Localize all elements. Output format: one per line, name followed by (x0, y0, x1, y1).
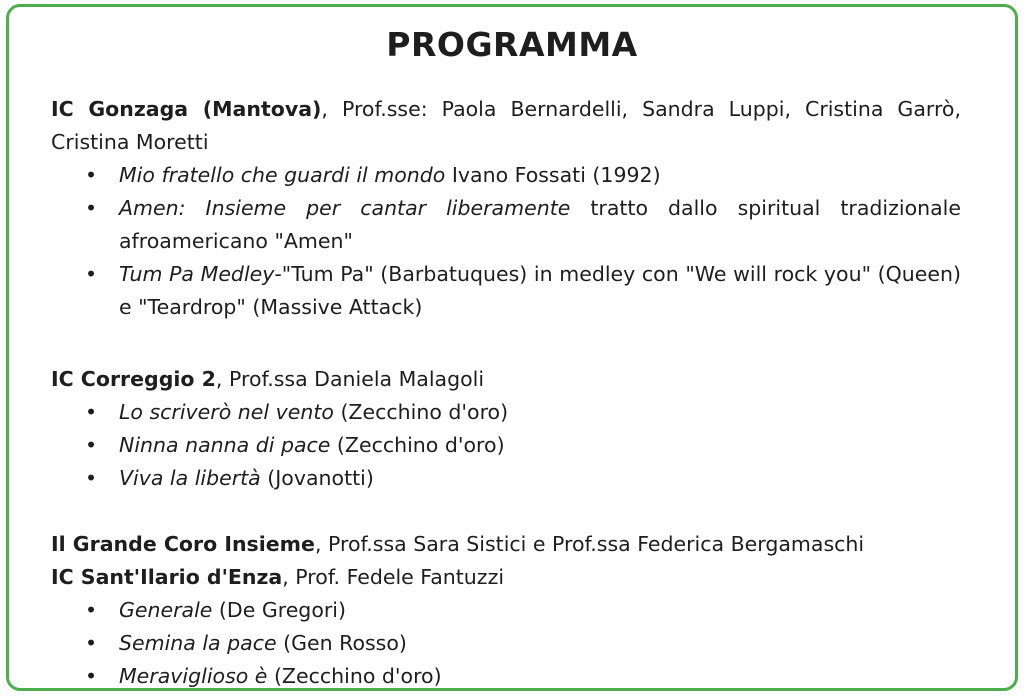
song-title: Viva la libertà (119, 466, 261, 490)
list-item (51, 627, 961, 660)
list-item (51, 660, 961, 691)
teachers: Prof.ssa Sara Sistici e Prof.ssa Federica Bergamaschi (328, 532, 865, 556)
list-item (51, 192, 961, 258)
separator: , (321, 97, 342, 121)
section-header (51, 363, 961, 396)
song-list (51, 594, 961, 691)
bullet-icon: • (85, 400, 98, 424)
song-details: (Zecchino d'oro) (330, 433, 505, 457)
song-details: (De Gregori) (212, 598, 346, 622)
song-details: (Jovanotti) (260, 466, 374, 490)
song-title: Tum Pa Medley (119, 262, 275, 286)
song-details: (Gen Rosso) (276, 631, 407, 655)
section-grande-coro (51, 528, 961, 561)
list-item (51, 258, 961, 324)
bullet-icon: • (85, 262, 98, 286)
section-ic-correggio (51, 363, 961, 495)
programma-card (6, 4, 1018, 691)
song-title: Generale (119, 598, 213, 622)
song-title: Lo scriverò nel vento (119, 400, 334, 424)
list-item (51, 462, 961, 495)
list-item (51, 396, 961, 429)
school-name: IC Correggio 2 (51, 367, 216, 391)
document-body (9, 7, 1015, 688)
song-title: Meraviglioso è (119, 664, 268, 688)
bullet-icon: • (85, 466, 98, 490)
song-details: (Zecchino d'oro) (333, 400, 509, 424)
bullet-icon: • (85, 196, 98, 220)
song-title: Semina la pace (119, 631, 277, 655)
bullet-icon: • (85, 664, 98, 688)
bullet-icon: • (85, 598, 98, 622)
list-item (51, 159, 961, 192)
song-title: Amen: Insieme per cantar liberamente (119, 196, 571, 220)
separator: , (215, 367, 229, 391)
song-details: (Zecchino d'oro) (267, 664, 442, 688)
song-list (51, 159, 961, 324)
bullet-icon: • (85, 163, 98, 187)
section-header (51, 93, 961, 159)
teachers: Prof. Fedele Fantuzzi (295, 565, 505, 589)
page-title: PROGRAMMA (386, 25, 638, 64)
school-name: IC Gonzaga (Mantova) (51, 97, 322, 121)
separator: , (282, 565, 296, 589)
list-item (51, 429, 961, 462)
separator: , (314, 532, 328, 556)
song-details: tratto dallo spiritual tradizionale afroamericano "Amen" (119, 196, 961, 253)
section-ic-gonzaga (51, 93, 961, 324)
teachers: Prof.ssa Daniela Malagoli (228, 367, 485, 391)
school-name: IC Sant'Ilario d'Enza (51, 565, 283, 589)
bullet-icon: • (85, 433, 98, 457)
song-title: Mio fratello che guardi il mondo (119, 163, 446, 187)
list-item (51, 594, 961, 627)
song-details: -"Tum Pa" (Barbatuques) in medley con "We will rock you" (Queen) e "Teardrop" (Massive Attack) (119, 262, 961, 319)
song-list (51, 396, 961, 495)
choir-name: Il Grande Coro Insieme (51, 532, 315, 556)
song-title: Ninna nanna di pace (119, 433, 331, 457)
song-details: Ivano Fossati (1992) (445, 163, 661, 187)
section-ic-santilario (51, 561, 961, 691)
teachers: Prof.sse: Paola Bernardelli, Sandra Luppi, Cristina Garrò, Cristina Moretti (51, 97, 961, 154)
section-header (51, 561, 961, 594)
bullet-icon: • (85, 631, 98, 655)
section-header (51, 528, 961, 561)
